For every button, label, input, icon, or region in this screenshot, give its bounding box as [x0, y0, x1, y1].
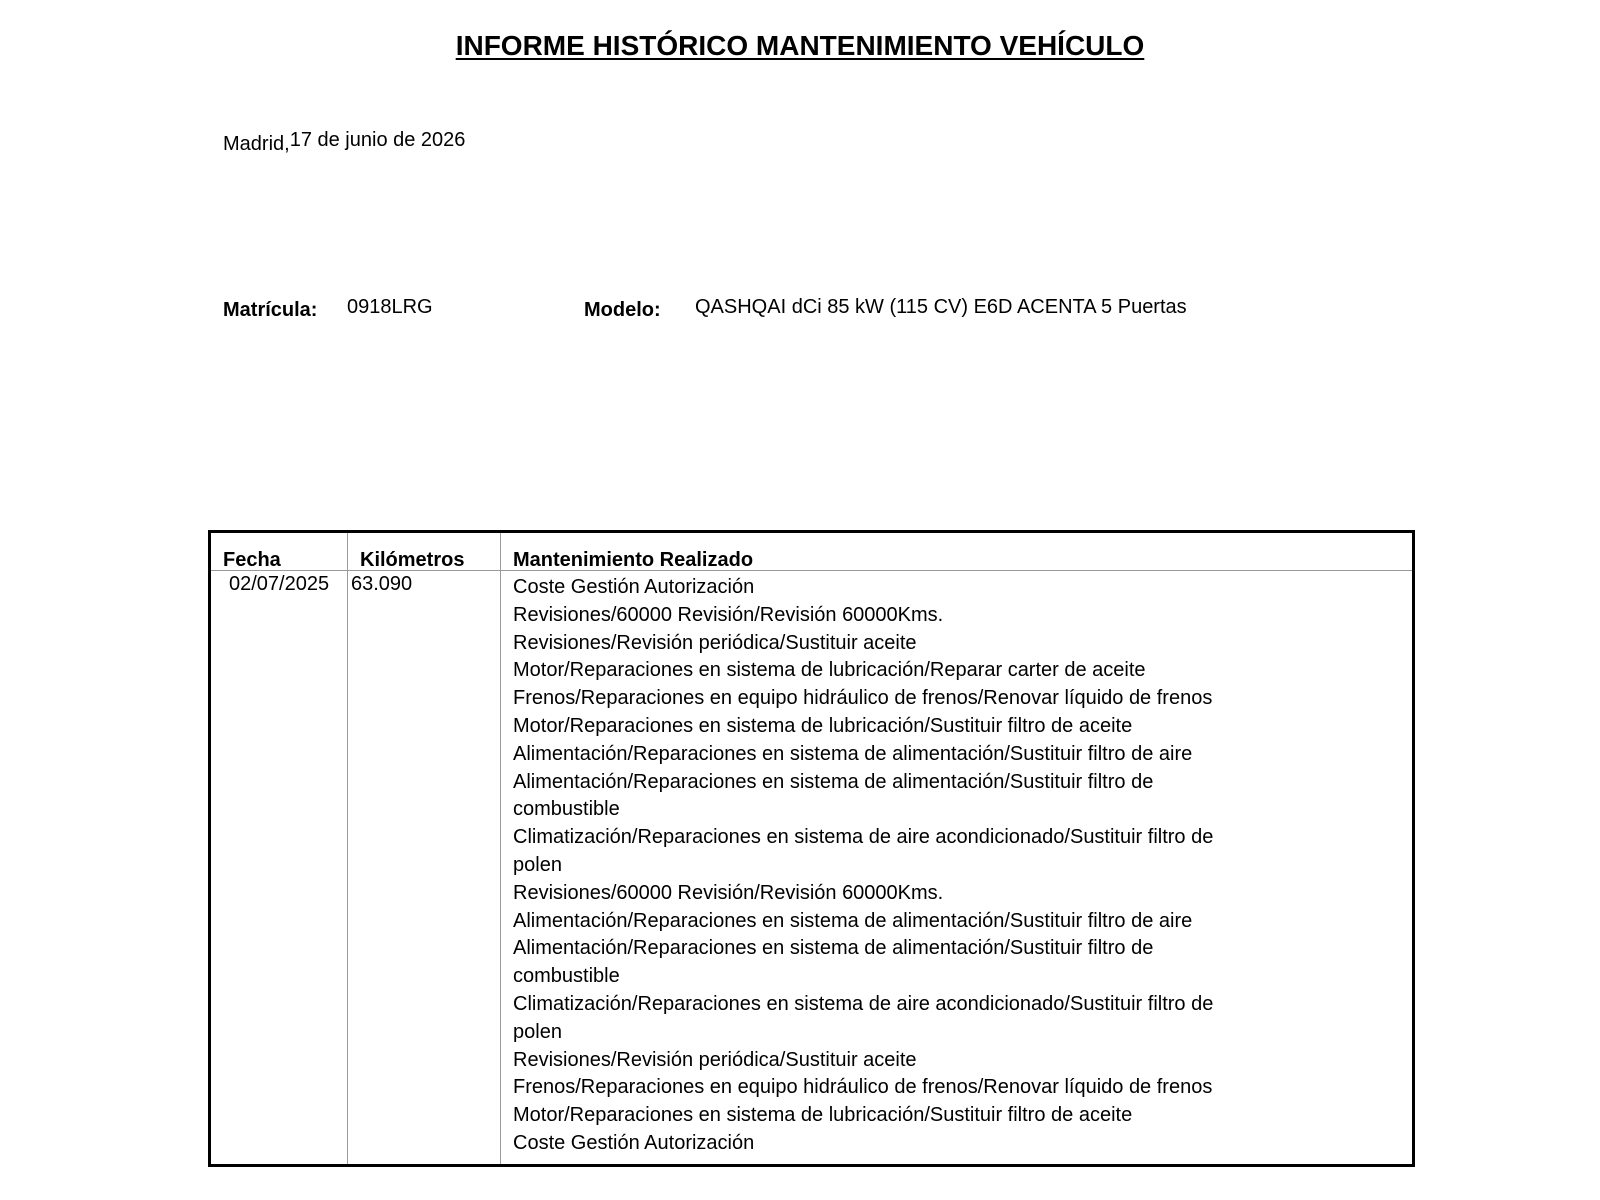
plate-value: 0918LRG — [347, 296, 433, 318]
maintenance-item: Coste Gestión Autorización — [513, 1131, 755, 1154]
maintenance-item: Frenos/Reparaciones en equipo hidráulico de frenos/Renovar líquido de frenos — [513, 1076, 1213, 1099]
plate-label: Matrícula: — [223, 299, 318, 321]
model-label: Modelo: — [584, 299, 661, 321]
report-title-text: INFORME HISTÓRICO MANTENIMIENTO VEHÍCULO — [455, 30, 1145, 61]
maintenance-item: Revisiones/60000 Revisión/Revisión 60000Kms. — [513, 881, 944, 904]
maintenance-item: Climatización/Reparaciones en sistema de aire acondicionado/Sustituir filtro de polen — [513, 992, 1214, 1043]
place-date-line — [223, 128, 466, 155]
maintenance-item: Motor/Reparaciones en sistema de lubricación/Sustituir filtro de aceite — [513, 1104, 1133, 1127]
header-maintenance: Mantenimiento Realizado — [513, 549, 754, 571]
header-date: Fecha — [223, 549, 281, 571]
maintenance-item: Alimentación/Reparaciones en sistema de alimentación/Sustituir filtro de aire — [513, 909, 1193, 932]
column-divider — [500, 533, 501, 1164]
maintenance-item: Revisiones/60000 Revisión/Revisión 60000Kms. — [513, 603, 944, 626]
maintenance-item: Revisiones/Revisión periódica/Sustituir aceite — [513, 1048, 917, 1071]
maintenance-item: Climatización/Reparaciones en sistema de aire acondicionado/Sustituir filtro de polen — [513, 826, 1214, 876]
maintenance-list — [513, 574, 1253, 1158]
maintenance-item: Alimentación/Reparaciones en sistema de alimentación/Sustituir filtro de combustible — [513, 937, 1154, 988]
maintenance-item: Revisiones/Revisión periódica/Sustituir aceite — [513, 631, 917, 654]
maintenance-table — [208, 530, 1415, 1167]
header-km: Kilómetros — [360, 549, 465, 571]
model-value: QASHQAI dCi 85 kW (115 CV) E6D ACENTA 5 Puertas — [695, 296, 1187, 318]
maintenance-item: Coste Gestión Autorización — [513, 576, 755, 598]
row-date: 02/07/2025 — [229, 573, 330, 595]
maintenance-item: Motor/Reparaciones en sistema de lubricación/Sustituir filtro de aceite — [513, 714, 1133, 737]
column-divider — [347, 533, 348, 1164]
maintenance-item: Frenos/Reparaciones en equipo hidráulico de frenos/Renovar líquido de frenos — [513, 687, 1213, 710]
place: Madrid, — [223, 133, 290, 155]
row-km: 63.090 — [351, 573, 413, 595]
report-title — [0, 28, 1600, 64]
report-date: 17 de junio de 2026 — [289, 129, 466, 151]
maintenance-item: Alimentación/Reparaciones en sistema de alimentación/Sustituir filtro de aire — [513, 742, 1193, 765]
maintenance-item: Motor/Reparaciones en sistema de lubricación/Reparar carter de aceite — [513, 659, 1146, 682]
maintenance-item: Alimentación/Reparaciones en sistema de alimentación/Sustituir filtro de combustible — [513, 770, 1154, 821]
